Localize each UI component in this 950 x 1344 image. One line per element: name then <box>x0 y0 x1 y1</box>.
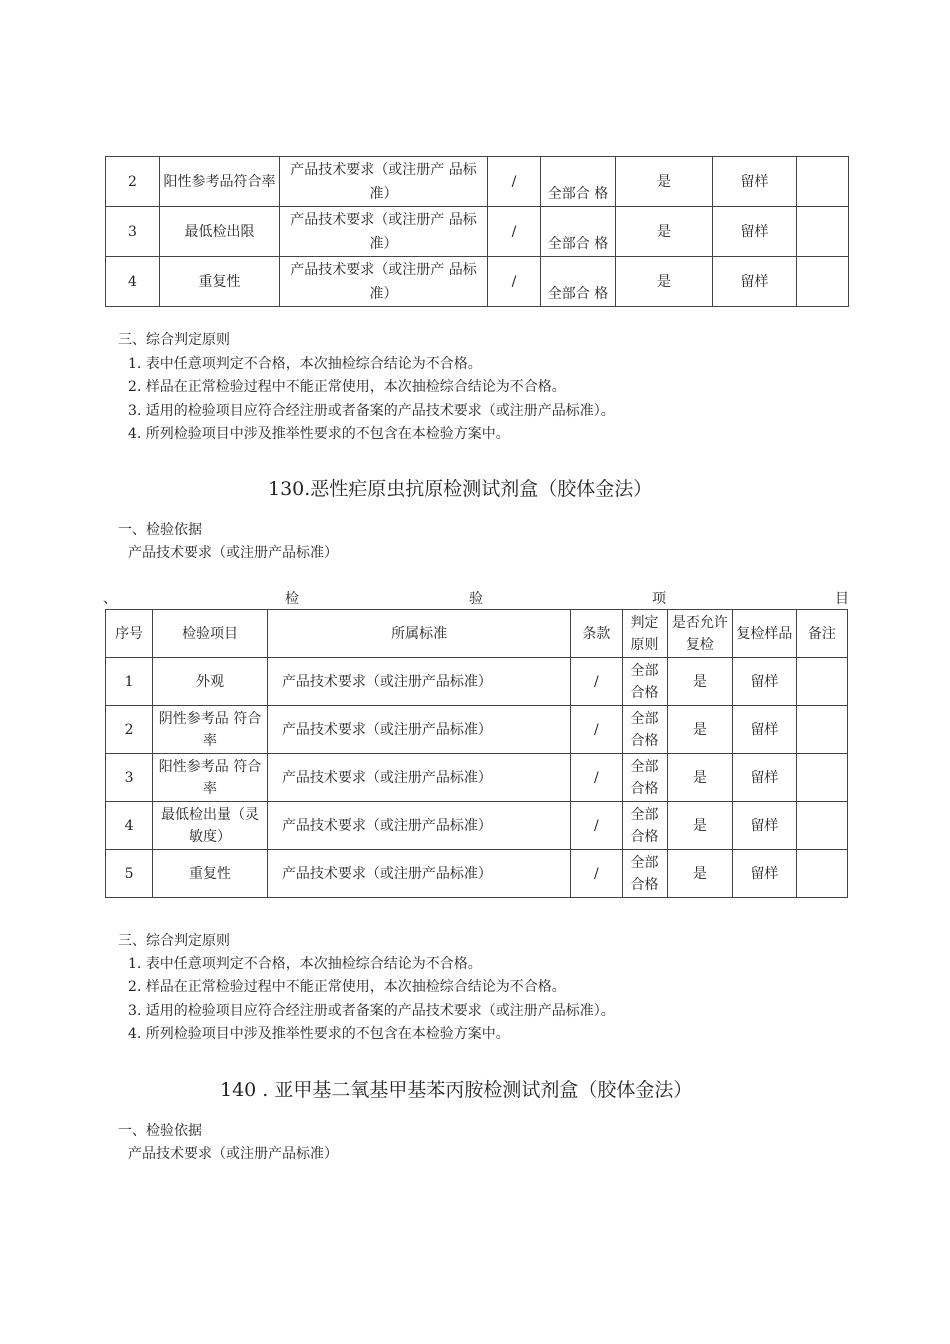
items-heading-char: 项 <box>652 591 666 607</box>
remarks <box>797 207 849 257</box>
items-heading-char: 检 <box>285 591 299 607</box>
judgement-heading: 三、综合判定原则 <box>118 933 230 949</box>
judgement-principle: 全部合格 <box>622 706 667 754</box>
remarks <box>796 802 847 850</box>
recheck-sample: 留样 <box>713 157 797 207</box>
table-header-row <box>106 610 848 658</box>
clause: / <box>488 257 541 307</box>
recheck-allowed: 是 <box>616 207 713 257</box>
header-cell: 是否允许复检 <box>667 610 733 658</box>
judgement-principle: 全部合格 <box>622 754 667 802</box>
recheck-allowed: 是 <box>616 257 713 307</box>
recheck-allowed: 是 <box>667 754 733 802</box>
judgement-principle: 全部合 格 <box>541 157 616 207</box>
row-number: 3 <box>106 754 153 802</box>
row-number: 5 <box>106 850 153 898</box>
recheck-allowed: 是 <box>667 658 733 706</box>
judgement-principle: 全部合格 <box>622 658 667 706</box>
section-title: 130.恶性疟原虫抗原检测试剂盒（胶体金法） <box>268 478 653 500</box>
clause: / <box>571 850 622 898</box>
recheck-sample: 留样 <box>733 802 797 850</box>
remarks <box>797 157 849 207</box>
items-heading-char: 验 <box>469 591 483 607</box>
items-heading <box>103 588 848 610</box>
standard: 产品技术要求（或注册产品标准） <box>267 850 570 898</box>
judgement-item: 2. 样品在正常检验过程中不能正常使用，本次抽检综合结论为不合格。 <box>128 979 566 995</box>
table-row <box>106 802 848 850</box>
item-name: 阳性参考品 符合率 <box>153 754 268 802</box>
table-row <box>106 706 848 754</box>
header-cell: 所属标准 <box>267 610 570 658</box>
row-number: 1 <box>106 658 153 706</box>
recheck-sample: 留样 <box>733 754 797 802</box>
table-row <box>106 157 849 207</box>
row-number: 2 <box>106 706 153 754</box>
basis-heading: 一、检验依据 <box>118 1123 202 1139</box>
recheck-allowed: 是 <box>667 802 733 850</box>
remarks <box>796 706 847 754</box>
remarks <box>797 257 849 307</box>
judgement-item: 4. 所列检验项目中涉及推举性要求的不包含在本检验方案中。 <box>128 1026 510 1042</box>
recheck-sample: 留样 <box>733 850 797 898</box>
table-row <box>106 754 848 802</box>
judgement-principle: 全部合格 <box>622 850 667 898</box>
row-number: 3 <box>106 207 160 257</box>
clause: / <box>488 157 541 207</box>
basis-text: 产品技术要求（或注册产品标准） <box>128 545 338 561</box>
inspection-table-continued <box>105 156 849 307</box>
recheck-sample: 留样 <box>733 658 797 706</box>
recheck-allowed: 是 <box>667 706 733 754</box>
judgement-item: 4. 所列检验项目中涉及推举性要求的不包含在本检验方案中。 <box>128 426 510 442</box>
clause: / <box>571 706 622 754</box>
basis-heading: 一、检验依据 <box>118 522 202 538</box>
standard: 产品技术要求（或注册产品标准） <box>267 658 570 706</box>
section-title: 140 . 亚甲基二氧基甲基苯丙胺检测试剂盒（胶体金法） <box>220 1079 693 1101</box>
row-number: 4 <box>106 257 160 307</box>
table-row <box>106 850 848 898</box>
items-heading-char: 目 <box>835 591 849 607</box>
basis-text: 产品技术要求（或注册产品标准） <box>128 1146 338 1162</box>
standard: 产品技术要求（或注册产品标准） <box>267 706 570 754</box>
table-row <box>106 257 849 307</box>
recheck-sample: 留样 <box>733 706 797 754</box>
header-cell: 检验项目 <box>153 610 268 658</box>
row-number: 4 <box>106 802 153 850</box>
remarks <box>796 850 847 898</box>
header-cell: 备注 <box>796 610 847 658</box>
header-cell: 复检样品 <box>733 610 797 658</box>
standard: 产品技术要求（或注册产品标准） <box>267 802 570 850</box>
item-name: 最低检出限 <box>160 207 280 257</box>
judgement-principle: 全部合 格 <box>541 257 616 307</box>
clause: / <box>571 658 622 706</box>
item-name: 重复性 <box>160 257 280 307</box>
item-name: 阴性参考品 符合率 <box>153 706 268 754</box>
header-cell: 判定原则 <box>622 610 667 658</box>
clause: / <box>571 754 622 802</box>
recheck-sample: 留样 <box>713 207 797 257</box>
item-name: 重复性 <box>153 850 268 898</box>
judgement-item: 3. 适用的检验项目应符合经注册或者备案的产品技术要求（或注册产品标准）。 <box>128 1003 615 1019</box>
clause: / <box>571 802 622 850</box>
judgement-item: 1. 表中任意项判定不合格，本次抽检综合结论为不合格。 <box>128 356 482 372</box>
header-cell: 序号 <box>106 610 153 658</box>
item-name: 外观 <box>153 658 268 706</box>
header-cell: 条款 <box>571 610 622 658</box>
table-row <box>106 658 848 706</box>
item-name: 阳性参考品符合率 <box>160 157 280 207</box>
judgement-principle: 全部合 格 <box>541 207 616 257</box>
recheck-allowed: 是 <box>667 850 733 898</box>
standard: 产品技术要求（或注册产品标准） <box>267 754 570 802</box>
item-name: 最低检出量（灵敏度） <box>153 802 268 850</box>
items-heading-char: 、 <box>103 591 117 607</box>
judgement-item: 2. 样品在正常检验过程中不能正常使用，本次抽检综合结论为不合格。 <box>128 379 566 395</box>
table-row <box>106 207 849 257</box>
inspection-table <box>105 609 848 898</box>
remarks <box>796 658 847 706</box>
standard: 产品技术要求（或注册产 品标准） <box>280 157 488 207</box>
row-number: 2 <box>106 157 160 207</box>
judgement-heading: 三、综合判定原则 <box>118 332 230 348</box>
standard: 产品技术要求（或注册产 品标准） <box>280 207 488 257</box>
standard: 产品技术要求（或注册产 品标准） <box>280 257 488 307</box>
recheck-sample: 留样 <box>713 257 797 307</box>
clause: / <box>488 207 541 257</box>
judgement-item: 1. 表中任意项判定不合格，本次抽检综合结论为不合格。 <box>128 956 482 972</box>
judgement-principle: 全部合格 <box>622 802 667 850</box>
remarks <box>796 754 847 802</box>
judgement-item: 3. 适用的检验项目应符合经注册或者备案的产品技术要求（或注册产品标准）。 <box>128 403 615 419</box>
recheck-allowed: 是 <box>616 157 713 207</box>
